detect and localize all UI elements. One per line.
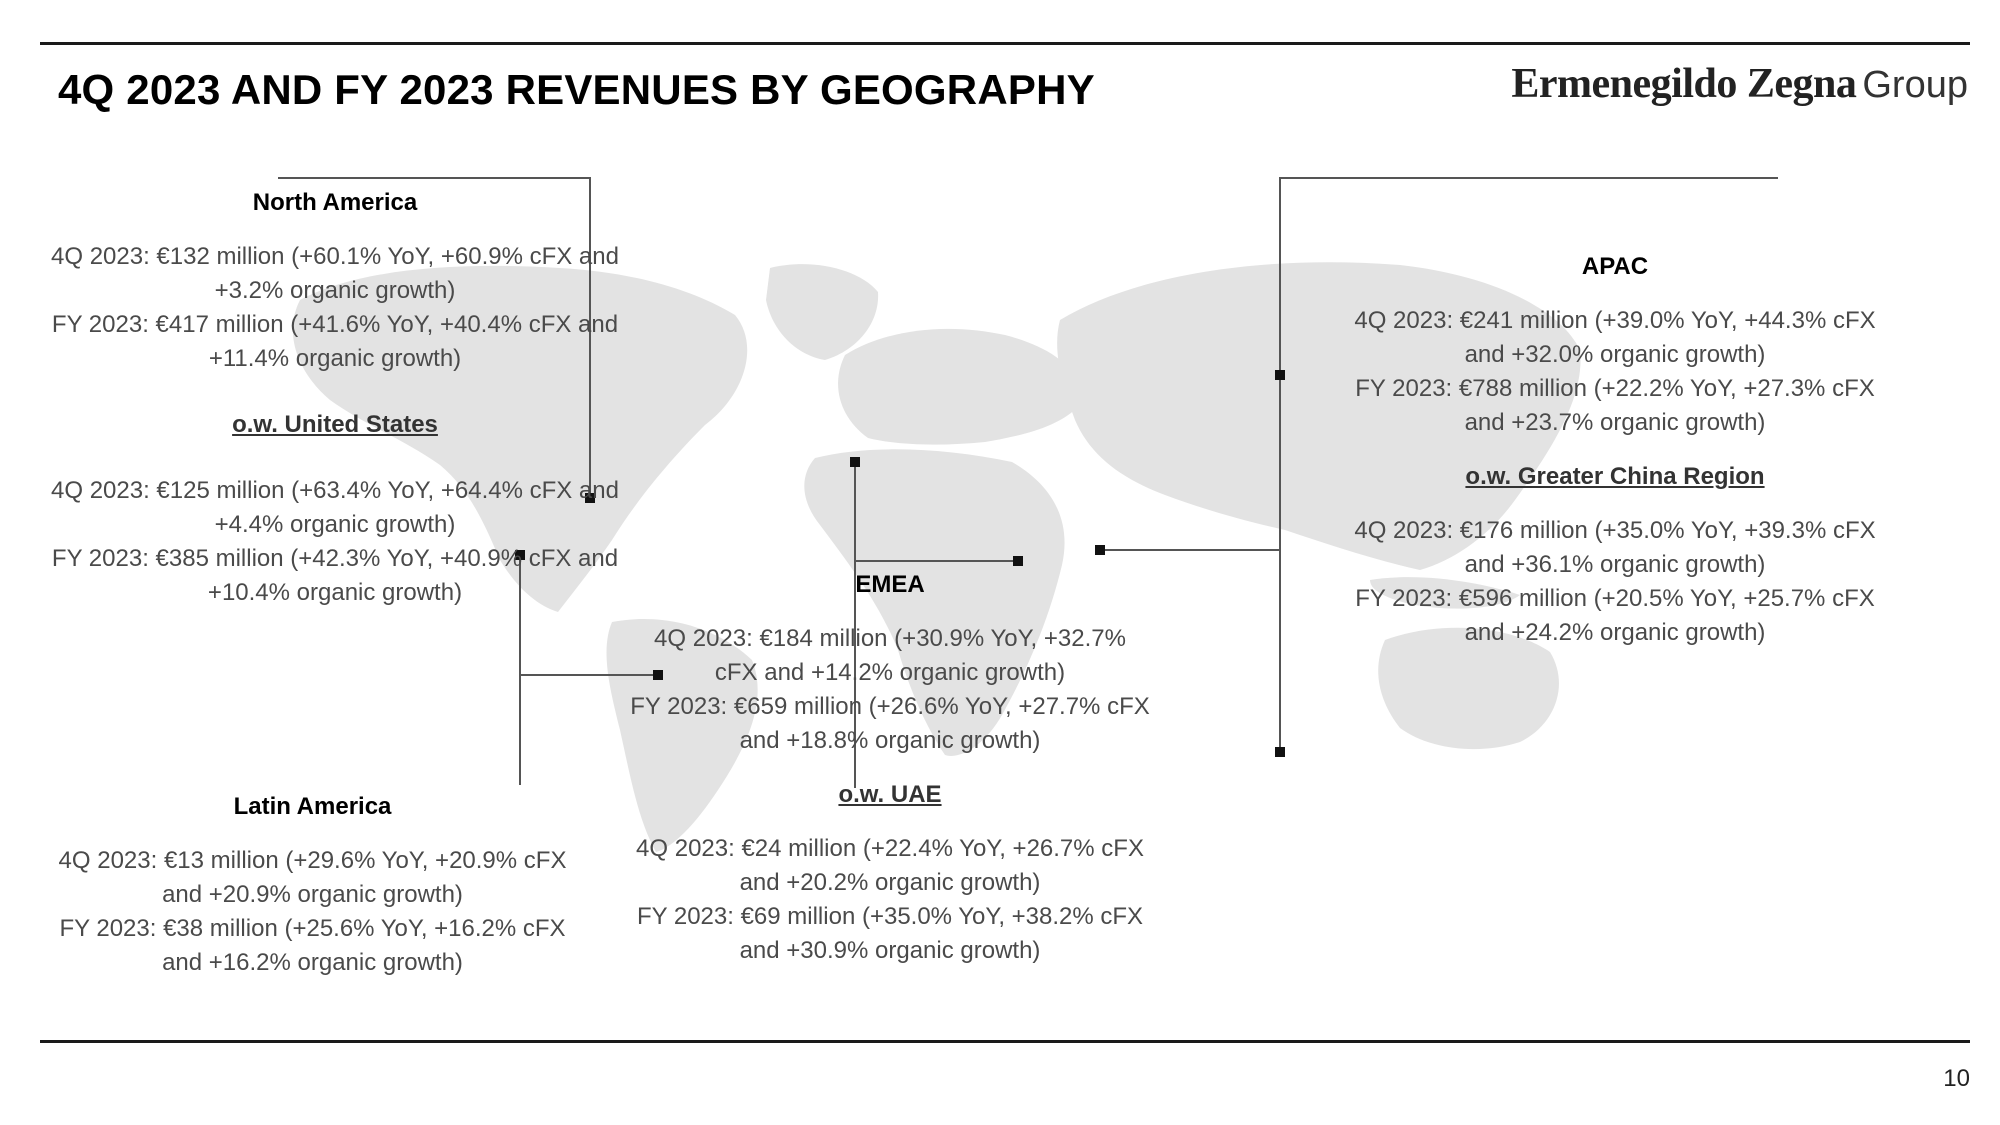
latin-america-block — [40, 790, 585, 980]
north-america-4q: 4Q 2023: €132 million (+60.1% YoY, +60.9% cFX and +3.2% organic growth) — [51, 243, 619, 304]
page-number: 10 — [1943, 1065, 1970, 1092]
apac-block — [1335, 250, 1895, 650]
marker-greater-china — [1095, 545, 1105, 555]
marker-apac-top — [1275, 370, 1285, 380]
marker-apac-bottom — [1275, 747, 1285, 757]
united-states-fy: FY 2023: €385 million (+42.3% YoY, +40.9% cFX and +10.4% organic growth) — [51, 545, 619, 606]
emea-block — [630, 568, 1150, 968]
subregion-name-greater-china: o.w. Greater China Region — [1465, 463, 1765, 490]
emea-fy: FY 2023: €659 million (+26.6% YoY, +27.7% cFX and +18.8% organic growth) — [630, 693, 1150, 754]
marker-uae — [1013, 556, 1023, 566]
region-name-emea: EMEA — [855, 571, 925, 598]
logo-brand: Ermenegildo Zegna — [1511, 61, 1857, 107]
greater-china-fy: FY 2023: €596 million (+20.5% YoY, +25.7% cFX and +24.2% organic growth) — [1355, 585, 1875, 646]
apac-fy: FY 2023: €788 million (+22.2% YoY, +27.3% cFX and +23.7% organic growth) — [1355, 375, 1875, 436]
emea-4q: 4Q 2023: €184 million (+30.9% YoY, +32.7% cFX and +14.2% organic growth) — [654, 625, 1126, 686]
apac-4q: 4Q 2023: €241 million (+39.0% YoY, +44.3% cFX and +32.0% organic growth) — [1354, 307, 1876, 368]
bottom-divider — [40, 1040, 1970, 1043]
logo-group: Group — [1862, 64, 1968, 106]
subregion-name-united-states: o.w. United States — [232, 411, 438, 438]
united-states-4q: 4Q 2023: €125 million (+63.4% YoY, +64.4% cFX and +4.4% organic growth) — [51, 477, 619, 538]
region-name-latin-america: Latin America — [233, 793, 392, 820]
uae-fy: FY 2023: €69 million (+35.0% YoY, +38.2% cFX and +30.9% organic growth) — [636, 903, 1144, 964]
latin-america-4q: 4Q 2023: €13 million (+29.6% YoY, +20.9% cFX and +20.9% organic growth) — [58, 847, 567, 908]
subregion-name-uae: o.w. UAE — [838, 781, 942, 808]
region-name-apac: APAC — [1581, 253, 1649, 280]
map-europe — [838, 329, 1080, 445]
map-greenland — [766, 264, 878, 360]
region-name-north-america: North America — [252, 189, 418, 216]
latin-america-fy: FY 2023: €38 million (+25.6% YoY, +16.2% cFX and +16.2% organic growth) — [59, 915, 566, 976]
greater-china-4q: 4Q 2023: €176 million (+35.0% YoY, +39.3% cFX and +36.1% organic growth) — [1354, 517, 1876, 578]
marker-emea — [850, 457, 860, 467]
north-america-block — [30, 186, 640, 610]
uae-4q: 4Q 2023: €24 million (+22.4% YoY, +26.7% cFX and +20.2% organic growth) — [636, 835, 1144, 896]
page-title: 4Q 2023 AND FY 2023 REVENUES BY GEOGRAPHY — [58, 66, 1095, 113]
north-america-fy: FY 2023: €417 million (+41.6% YoY, +40.4% cFX and +11.4% organic growth) — [51, 311, 619, 372]
